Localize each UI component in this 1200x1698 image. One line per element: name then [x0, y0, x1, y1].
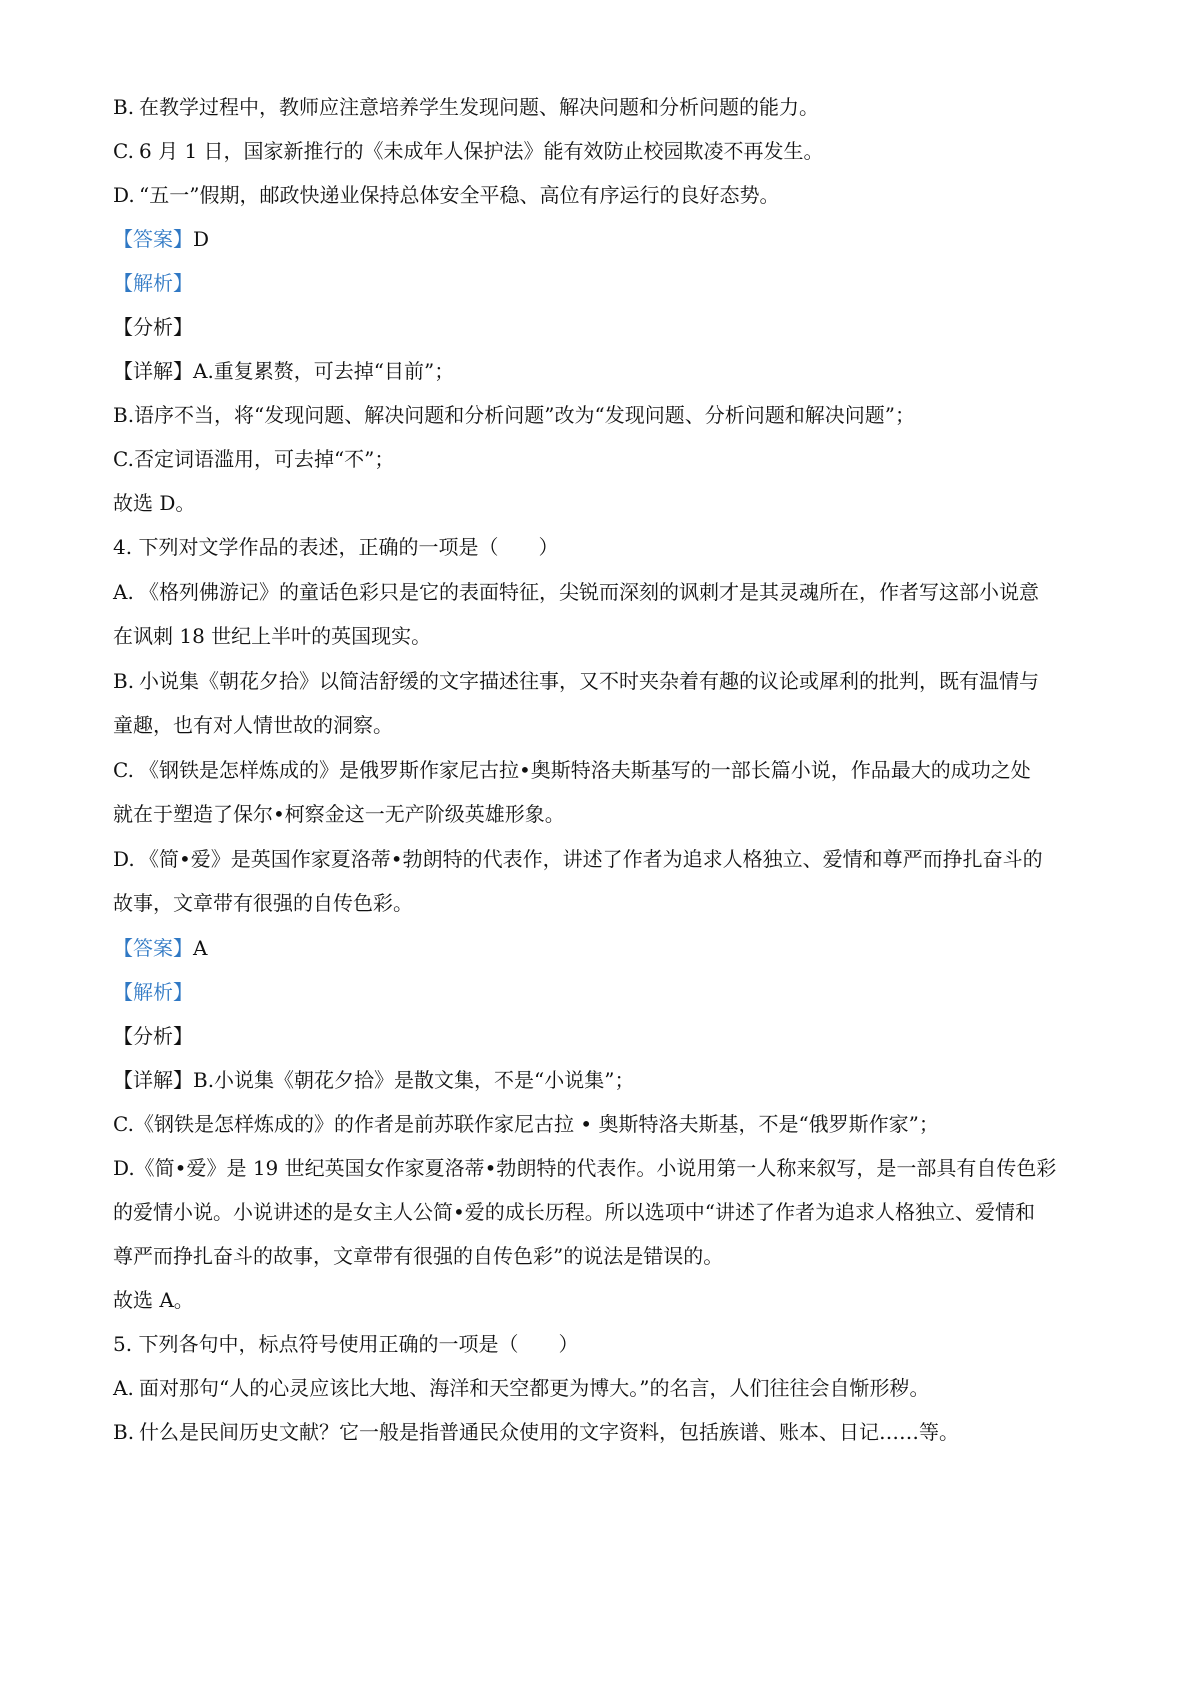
- q4-option-a-line1: [113, 577, 1100, 607]
- q4-option-d-line1: [113, 844, 1100, 874]
- q4-stem: 4. 下列对文学作品的表述，正确的一项是（ ）: [113, 535, 559, 559]
- option-text: 《钢铁是怎样炼成的》是俄罗斯作家尼古拉•奥斯特洛夫斯基写的一部长篇小说，作品最大的成功之处: [139, 758, 1031, 782]
- q5-option-a: [113, 1373, 1100, 1403]
- q3-detail-b: B.语序不当，将“发现问题、解决问题和分析问题”改为“发现问题、分析问题和解决问题”；: [113, 403, 915, 427]
- detail-tag: 【详解】: [113, 359, 193, 383]
- q3-jiexi-tag: 【解析】: [113, 271, 193, 295]
- q4-jiexi-tag: 【解析】: [113, 980, 193, 1004]
- option-letter: A.: [113, 580, 134, 604]
- option-letter: C.: [113, 758, 134, 782]
- q3-conclusion: 故选 D。: [113, 491, 196, 515]
- q4-detail-b: [113, 1065, 1100, 1095]
- q5-stem: 5. 下列各句中，标点符号使用正确的一项是（ ）: [113, 1332, 579, 1356]
- detail-text: A.重复累赘，可去掉“目前”；: [193, 359, 455, 383]
- detail-tag: 【详解】: [113, 1068, 193, 1092]
- q4-fenxi-tag: 【分析】: [113, 1024, 193, 1048]
- answer-tag: 【答案】: [113, 936, 193, 960]
- option-text: “五一”假期，邮政快递业保持总体安全平稳、高位有序运行的良好态势。: [139, 183, 780, 207]
- option-letter: B.: [113, 95, 135, 119]
- q4-option-d-line2: 故事，文章带有很强的自传色彩。: [113, 891, 413, 915]
- q4-option-b-line1: [113, 666, 1100, 696]
- q4-option-c-line1: [113, 755, 1100, 785]
- option-letter: D.: [113, 183, 135, 207]
- q3-option-d: [113, 180, 1100, 210]
- q3-detail-a: [113, 356, 1100, 386]
- option-letter: C.: [113, 139, 134, 163]
- option-text: 6 月 1 日，国家新推行的《未成年人保护法》能有效防止校园欺凌不再发生。: [139, 139, 824, 163]
- q4-option-a-line2: 在讽刺 18 世纪上半叶的英国现实。: [113, 624, 432, 648]
- option-letter: B.: [113, 1420, 135, 1444]
- answer-value: D: [193, 227, 210, 251]
- q4-detail-d-line2: 的爱情小说。小说讲述的是女主人公简•爱的成长历程。所以选项中“讲述了作者为追求人格独立、爱情和: [113, 1200, 1036, 1224]
- q3-option-c: [113, 136, 1100, 166]
- q4-option-c-line2: 就在于塑造了保尔•柯察金这一无产阶级英雄形象。: [113, 802, 565, 826]
- option-text: 什么是民间历史文献？它一般是指普通民众使用的文字资料，包括族谱、账本、日记……等。: [139, 1420, 959, 1444]
- option-text: 小说集《朝花夕拾》以简洁舒缓的文字描述往事，又不时夹杂着有趣的议论或犀利的批判，既有温情与: [139, 669, 1039, 693]
- answer-tag: 【答案】: [113, 227, 193, 251]
- option-text: 《格列佛游记》的童话色彩只是它的表面特征，尖锐而深刻的讽刺才是其灵魂所在，作者写这部小说意: [139, 580, 1039, 604]
- q4-detail-d-line1: D.《简•爱》是 19 世纪英国女作家夏洛蒂•勃朗特的代表作。小说用第一人称来叙写，是一部具有自传色彩: [113, 1156, 1057, 1180]
- option-letter: B.: [113, 669, 135, 693]
- option-text: 《简•爱》是英国作家夏洛蒂•勃朗特的代表作，讲述了作者为追求人格独立、爱情和尊严而挣扎奋斗的: [139, 847, 1043, 871]
- q4-detail-d-line3: 尊严而挣扎奋斗的故事，文章带有很强的自传色彩”的说法是错误的。: [113, 1244, 724, 1268]
- q3-option-b: [113, 92, 1100, 122]
- option-text: 在教学过程中，教师应注意培养学生发现问题、解决问题和分析问题的能力。: [139, 95, 819, 119]
- option-letter: A.: [113, 1376, 134, 1400]
- q4-detail-c: C.《钢铁是怎样炼成的》的作者是前苏联作家尼古拉 • 奥斯特洛夫斯基，不是“俄罗斯作家”；: [113, 1112, 939, 1136]
- q3-answer: [113, 224, 1100, 254]
- option-text: 面对那句“人的心灵应该比大地、海洋和天空都更为博大。”的名言，人们往往会自惭形秽。: [139, 1376, 930, 1400]
- q4-conclusion: 故选 A。: [113, 1288, 194, 1312]
- q4-option-b-line2: 童趣，也有对人情世故的洞察。: [113, 713, 393, 737]
- q3-fenxi-tag: 【分析】: [113, 315, 193, 339]
- option-letter: D.: [113, 847, 135, 871]
- answer-value: A: [193, 936, 208, 960]
- q5-option-b: [113, 1417, 1100, 1447]
- q4-answer: [113, 933, 1100, 963]
- q3-detail-c: C.否定词语滥用，可去掉“不”；: [113, 447, 395, 471]
- detail-text: B.小说集《朝花夕拾》是散文集，不是“小说集”；: [193, 1068, 635, 1092]
